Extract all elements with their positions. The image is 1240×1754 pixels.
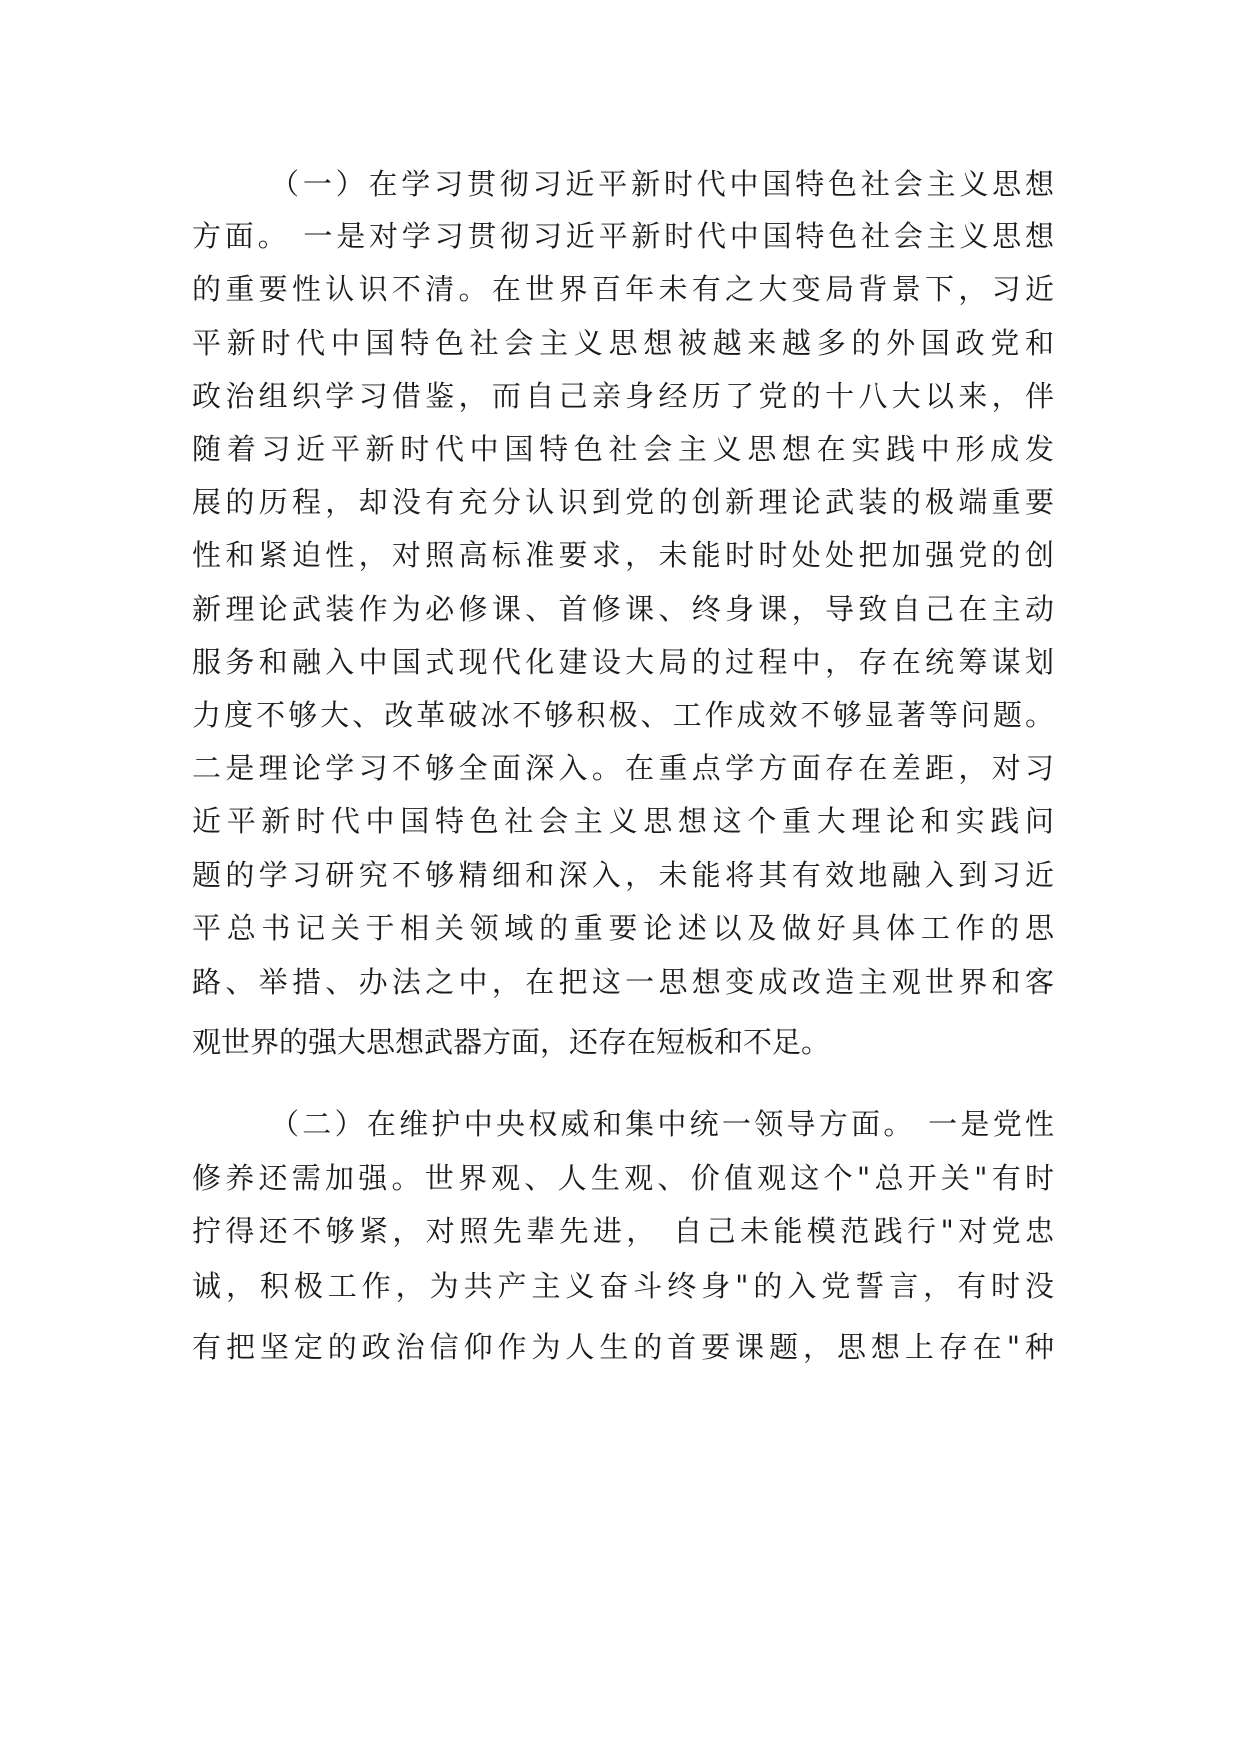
paragraph-1-line-6: 随着习近平新时代中国特色社会主义思想在实践中形成发 — [192, 432, 1054, 466]
paragraph-1-line-16: 路、举措、办法之中，在把这一思想变成改造主观世界和客 — [192, 965, 1054, 999]
paragraph-1-line-15: 平总书记关于相关领域的重要论述以及做好具体工作的思 — [192, 911, 1054, 945]
paragraph-1-line-13: 近平新时代中国特色社会主义思想这个重大理论和实践问 — [192, 804, 1054, 838]
paragraph-1-line-4: 平新时代中国特色社会主义思想被越来越多的外国政党和 — [192, 326, 1054, 360]
paragraph-1-line-3: 的重要性认识不清。在世界百年未有之大变局背景下，习近 — [192, 272, 1054, 306]
paragraph-2-line-3: 拧得还不够紧，对照先辈先进， 自己未能模范践行"对党忠 — [192, 1214, 1054, 1248]
paragraph-1-line-5: 政治组织学习借鉴，而自己亲身经历了党的十八大以来，伴 — [192, 379, 1054, 413]
paragraph-1-line-11: 力度不够大、改革破冰不够积极、工作成效不够显著等问题。 — [192, 698, 1054, 732]
paragraph-1-line-7: 展的历程，却没有充分认识到党的创新理论武装的极端重要 — [192, 485, 1054, 519]
paragraph-1-line-10: 服务和融入中国式现代化建设大局的过程中，存在统筹谋划 — [192, 645, 1054, 679]
paragraph-1-line-9: 新理论武装作为必修课、首修课、终身课，导致自己在主动 — [192, 592, 1054, 626]
paragraph-2-line-4: 诚，积极工作，为共产主义奋斗终身"的入党誓言，有时没 — [192, 1269, 1054, 1303]
paragraph-2-line-2: 修养还需加强。世界观、人生观、价值观这个"总开关"有时 — [192, 1161, 1054, 1195]
paragraph-1-line-1: （一）在学习贯彻习近平新时代中国特色社会主义思想 — [270, 167, 1054, 201]
paragraph-1-line-14: 题的学习研究不够精细和深入，未能将其有效地融入到习近 — [192, 858, 1054, 892]
paragraph-1-line-17: 观世界的强大思想武器方面，还存在短板和不足。 — [192, 1025, 831, 1059]
paragraph-1-line-8: 性和紧迫性，对照高标准要求，未能时时处处把加强党的创 — [192, 538, 1054, 572]
paragraph-1-line-2: 方面。 一是对学习贯彻习近平新时代中国特色社会主义思想 — [192, 219, 1054, 253]
paragraph-2-line-5: 有把坚定的政治信仰作为人生的首要课题，思想上存在"种 — [192, 1330, 1054, 1364]
paragraph-1-line-12: 二是理论学习不够全面深入。在重点学方面存在差距，对习 — [192, 751, 1054, 785]
paragraph-2-line-1: （二）在维护中央权威和集中统一领导方面。 一是党性 — [270, 1107, 1054, 1141]
